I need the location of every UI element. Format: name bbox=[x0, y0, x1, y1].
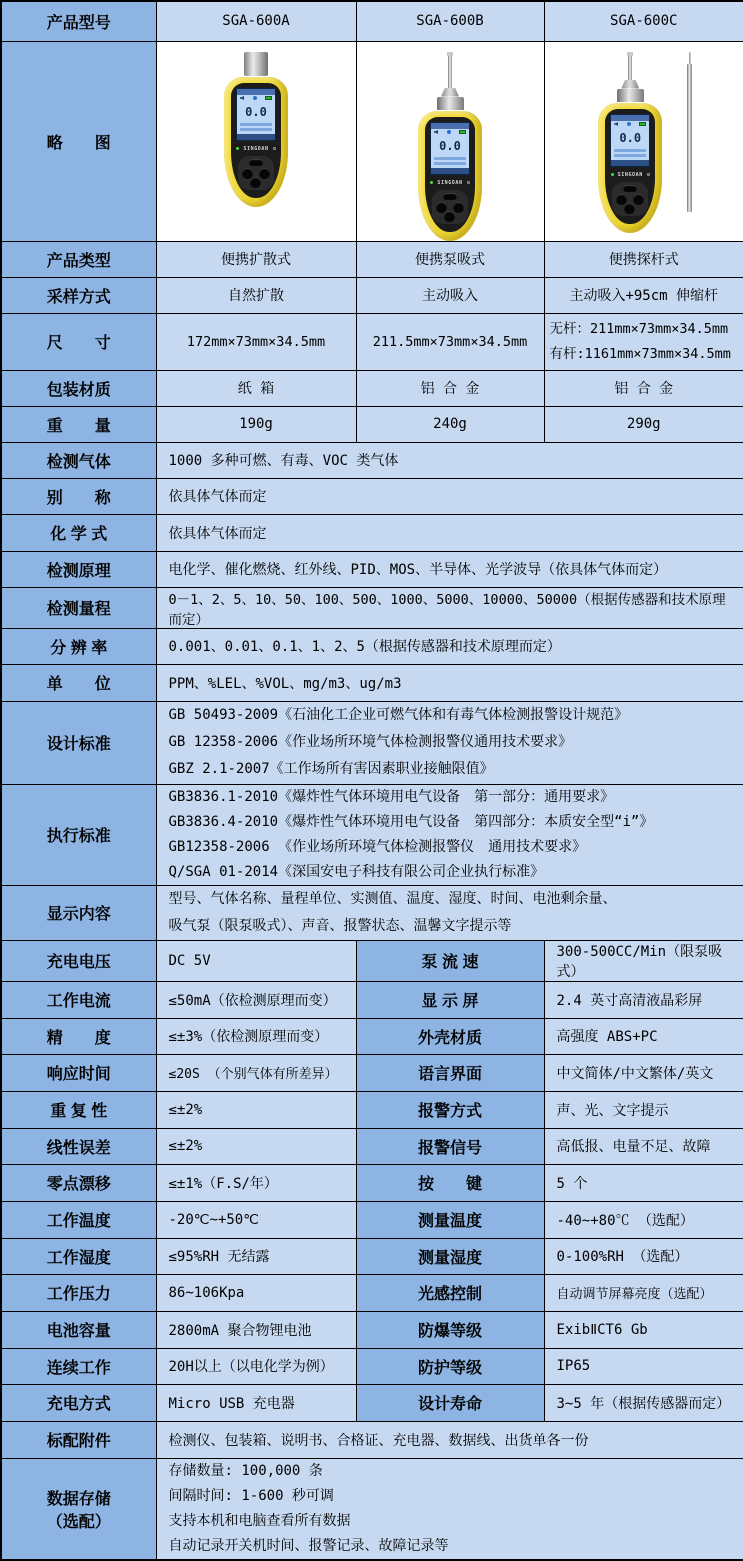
device-screen bbox=[430, 122, 470, 175]
spec-value-b: 便携泵吸式 bbox=[356, 241, 544, 277]
spec-label: 线性误差 bbox=[1, 1128, 156, 1164]
spec-value: -20℃~+50℃ bbox=[156, 1201, 356, 1238]
button-cluster bbox=[432, 190, 468, 224]
spec-value: 0.001、0.01、0.1、1、2、5（根据传感器和技术原理而定） bbox=[156, 628, 743, 664]
down-button bbox=[250, 177, 261, 188]
spec-label: 标配附件 bbox=[1, 1421, 156, 1458]
power-icon bbox=[273, 147, 276, 150]
spec-value: 86~106Kpa bbox=[156, 1274, 356, 1311]
spec-value-c: 290g bbox=[544, 406, 743, 442]
spec-value-c: 便携探杆式 bbox=[544, 241, 743, 277]
row-sketch bbox=[1, 41, 743, 241]
spec-label: 报警方式 bbox=[356, 1091, 544, 1128]
status-led bbox=[430, 181, 433, 184]
right-button bbox=[633, 194, 644, 205]
spec-label: 产品类型 bbox=[1, 241, 156, 277]
sketch-row-label: 略 图 bbox=[1, 41, 156, 241]
spec-label: 重 量 bbox=[1, 406, 156, 442]
device-screen bbox=[610, 114, 650, 167]
row-split bbox=[1, 1164, 743, 1201]
spec-value: ≤20S （个别气体有所差异） bbox=[156, 1054, 356, 1091]
power-icon bbox=[467, 181, 470, 184]
pump-probe-base bbox=[617, 89, 644, 102]
fan-icon bbox=[627, 122, 631, 126]
sketch-cell-c bbox=[544, 41, 743, 241]
battery-icon bbox=[459, 130, 466, 134]
row-split bbox=[1, 1091, 743, 1128]
fan-icon bbox=[447, 130, 451, 134]
spec-value: ≤±2% bbox=[156, 1128, 356, 1164]
spec-label: 设计寿命 bbox=[356, 1384, 544, 1421]
spec-value-c bbox=[544, 313, 743, 370]
spec-value: -40~+80℃ （选配） bbox=[544, 1201, 743, 1238]
screen-footer-bar bbox=[431, 168, 469, 174]
menu-button bbox=[623, 185, 637, 192]
brand-label: SINGOAN bbox=[618, 172, 643, 178]
row-split bbox=[1, 1238, 743, 1274]
spec-value bbox=[156, 784, 743, 885]
row-split bbox=[1, 940, 743, 981]
row-resolution bbox=[1, 628, 743, 664]
row-data-storage bbox=[1, 1458, 743, 1560]
spec-value: 5 个 bbox=[544, 1164, 743, 1201]
left-button bbox=[242, 168, 253, 179]
brand-label: SINGOAN bbox=[243, 146, 268, 152]
spec-label: 尺 寸 bbox=[1, 313, 156, 370]
display-line: 型号、气体名称、量程单位、实测值、温度、湿度、时间、电池剩余量、 bbox=[169, 886, 740, 913]
pump-probe-cone bbox=[621, 80, 639, 89]
row-split bbox=[1, 1311, 743, 1348]
device-panel bbox=[425, 117, 475, 232]
standard-line: Q/SGA 01-2014《深国安电子科技有限公司企业执行标准》 bbox=[169, 860, 740, 885]
spec-value: 高低报、电量不足、故障 bbox=[544, 1128, 743, 1164]
spec-label: 语言界面 bbox=[356, 1054, 544, 1091]
spec-label: 化 学 式 bbox=[1, 514, 156, 551]
spec-value-c: 主动吸入+95cm 伸缩杆 bbox=[544, 277, 743, 313]
spec-label: 响应时间 bbox=[1, 1054, 156, 1091]
spec-value: ≤±2% bbox=[156, 1091, 356, 1128]
device-panel bbox=[231, 83, 281, 198]
standard-line: GB 12358-2006《作业场所环境气体检测报警仪通用技术要求》 bbox=[169, 729, 740, 756]
storage-line: 支持本机和电脑查看所有数据 bbox=[169, 1509, 740, 1534]
spec-label: 设计标准 bbox=[1, 701, 156, 784]
spec-value: ≤±1%（F.S/年） bbox=[156, 1164, 356, 1201]
display-line: 吸气泵（限泵吸式）、声音、报警状态、温馨文字提示等 bbox=[169, 913, 740, 940]
device-body bbox=[224, 77, 288, 207]
telescopic-rod-tip bbox=[689, 52, 691, 64]
screen-subinfo bbox=[237, 122, 275, 134]
storage-label-line1: 数据存储 bbox=[2, 1486, 156, 1509]
spec-value: ExibⅡCT6 Gb bbox=[544, 1311, 743, 1348]
speaker-icon bbox=[240, 96, 244, 100]
spec-label bbox=[1, 1458, 156, 1560]
telescopic-rod bbox=[687, 52, 692, 212]
spec-value-b: 240g bbox=[356, 406, 544, 442]
spec-label: 零点漂移 bbox=[1, 1164, 156, 1201]
spec-label: 工作压力 bbox=[1, 1274, 156, 1311]
spec-label: 显 示 屏 bbox=[356, 981, 544, 1018]
model-a: SGA-600A bbox=[156, 1, 356, 41]
row-split bbox=[1, 1348, 743, 1384]
spec-value: DC 5V bbox=[156, 940, 356, 981]
row-exec-standard bbox=[1, 784, 743, 885]
spec-label: 别 称 bbox=[1, 478, 156, 514]
spec-value bbox=[156, 701, 743, 784]
spec-label: 防护等级 bbox=[356, 1348, 544, 1384]
spec-label: 泵 流 速 bbox=[356, 940, 544, 981]
spec-label: 按 键 bbox=[356, 1164, 544, 1201]
spec-label: 工作电流 bbox=[1, 981, 156, 1018]
spec-label: 包装材质 bbox=[1, 370, 156, 406]
pump-probe-rod bbox=[628, 56, 632, 80]
spec-value: 0-100%RH （选配） bbox=[544, 1238, 743, 1274]
device-body bbox=[418, 111, 482, 241]
spec-label: 重 复 性 bbox=[1, 1091, 156, 1128]
sketch-cell-b bbox=[356, 41, 544, 241]
down-button bbox=[624, 203, 635, 214]
standard-line: GB12358-2006 《作业场所环境气体检测报警仪 通用技术要求》 bbox=[169, 835, 740, 860]
spec-value: Micro USB 充电器 bbox=[156, 1384, 356, 1421]
spec-label: 充电电压 bbox=[1, 940, 156, 981]
spec-value: 自动调节屏幕亮度（选配） bbox=[544, 1274, 743, 1311]
spec-value-c: 铝 合 金 bbox=[544, 370, 743, 406]
device-image-sga600a bbox=[221, 52, 291, 207]
screen-subinfo bbox=[611, 148, 649, 160]
spec-value: 声、光、文字提示 bbox=[544, 1091, 743, 1128]
spec-value: 依具体气体而定 bbox=[156, 478, 743, 514]
row-design-standard bbox=[1, 701, 743, 784]
spec-value: ≤95%RH 无结露 bbox=[156, 1238, 356, 1274]
telescopic-rod-body bbox=[687, 64, 692, 212]
spec-value: 电化学、催化燃烧、红外线、PID、MOS、半导体、光学波导（依具体气体而定） bbox=[156, 551, 743, 587]
spec-value: ≤50mA（依检测原理而变） bbox=[156, 981, 356, 1018]
row-sampling bbox=[1, 277, 743, 313]
model-b: SGA-600B bbox=[356, 1, 544, 41]
pump-probe-base bbox=[437, 97, 464, 110]
left-button bbox=[436, 202, 447, 213]
spec-value-a: 自然扩散 bbox=[156, 277, 356, 313]
standard-line: GB3836.1-2010《爆炸性气体环境用电气设备 第一部分：通用要求》 bbox=[169, 785, 740, 810]
spec-label: 电池容量 bbox=[1, 1311, 156, 1348]
right-button bbox=[453, 202, 464, 213]
spec-label: 工作温度 bbox=[1, 1201, 156, 1238]
screen-status-icons bbox=[237, 95, 275, 102]
row-unit bbox=[1, 664, 743, 701]
spec-label: 检测量程 bbox=[1, 587, 156, 628]
screen-reading: 0.0 bbox=[431, 136, 469, 156]
spec-label: 采样方式 bbox=[1, 277, 156, 313]
spec-label: 检测原理 bbox=[1, 551, 156, 587]
spec-label: 精 度 bbox=[1, 1018, 156, 1054]
row-alias bbox=[1, 478, 743, 514]
row-packaging bbox=[1, 370, 743, 406]
row-accessories bbox=[1, 1421, 743, 1458]
spec-value: 依具体气体而定 bbox=[156, 514, 743, 551]
row-chemical-formula bbox=[1, 514, 743, 551]
spec-label: 连续工作 bbox=[1, 1348, 156, 1384]
menu-button bbox=[443, 193, 457, 200]
spec-label: 防爆等级 bbox=[356, 1311, 544, 1348]
battery-icon bbox=[265, 96, 272, 100]
pump-probe-rod bbox=[448, 56, 452, 88]
right-button bbox=[259, 168, 270, 179]
spec-value: 高强度 ABS+PC bbox=[544, 1018, 743, 1054]
status-led bbox=[611, 173, 614, 176]
spec-label: 测量温度 bbox=[356, 1201, 544, 1238]
status-led bbox=[236, 147, 239, 150]
spec-value-a: 190g bbox=[156, 406, 356, 442]
speaker-icon bbox=[434, 130, 438, 134]
spec-value: 2.4 英寸高清液晶彩屏 bbox=[544, 981, 743, 1018]
row-split bbox=[1, 1201, 743, 1238]
power-icon bbox=[647, 173, 650, 176]
spec-value bbox=[156, 885, 743, 940]
row-dimensions bbox=[1, 313, 743, 370]
model-row-label: 产品型号 bbox=[1, 1, 156, 41]
screen-status-icons bbox=[431, 129, 469, 136]
row-detection-range bbox=[1, 587, 743, 628]
spec-value-b: 铝 合 金 bbox=[356, 370, 544, 406]
screen-status-icons bbox=[611, 121, 649, 128]
row-weight bbox=[1, 406, 743, 442]
storage-line: 存储数量: 100,000 条 bbox=[169, 1459, 740, 1484]
row-split bbox=[1, 1054, 743, 1091]
spec-value: 检测仪、包装箱、说明书、合格证、充电器、数据线、出货单各一份 bbox=[156, 1421, 743, 1458]
row-split bbox=[1, 981, 743, 1018]
spec-label: 光感控制 bbox=[356, 1274, 544, 1311]
standard-line: GB 50493-2009《石油化工企业可燃气体和有毒气体检测报警设计规范》 bbox=[169, 702, 740, 729]
device-screen bbox=[236, 88, 276, 141]
spec-value: 300-500CC/Min（限泵吸式） bbox=[544, 940, 743, 981]
spec-label: 外壳材质 bbox=[356, 1018, 544, 1054]
dimension-without-rod: 无杆：211mm×73mm×34.5mm bbox=[545, 317, 743, 342]
device-panel bbox=[605, 109, 655, 224]
device-body bbox=[598, 103, 662, 233]
sensor-cap bbox=[244, 52, 268, 76]
spec-label: 单 位 bbox=[1, 664, 156, 701]
spec-value: 20H以上（以电化学为例） bbox=[156, 1348, 356, 1384]
row-split bbox=[1, 1018, 743, 1054]
spec-label: 执行标准 bbox=[1, 784, 156, 885]
screen-reading: 0.0 bbox=[237, 102, 275, 122]
screen-footer-bar bbox=[611, 160, 649, 166]
spec-label: 显示内容 bbox=[1, 885, 156, 940]
spec-label: 报警信号 bbox=[356, 1128, 544, 1164]
speaker-icon bbox=[614, 122, 618, 126]
screen-footer-bar bbox=[237, 134, 275, 140]
row-split bbox=[1, 1274, 743, 1311]
spec-value: ≤±3%（依检测原理而变） bbox=[156, 1018, 356, 1054]
spec-value-a: 便携扩散式 bbox=[156, 241, 356, 277]
spec-label: 工作湿度 bbox=[1, 1238, 156, 1274]
fan-icon bbox=[253, 96, 257, 100]
storage-line: 间隔时间: 1-600 秒可调 bbox=[169, 1484, 740, 1509]
dimension-with-rod: 有杆:1161mm×73mm×34.5mm bbox=[545, 342, 743, 367]
pump-probe-cone bbox=[441, 88, 459, 97]
storage-line: 自动记录开关机时间、报警记录、故障记录等 bbox=[169, 1534, 740, 1559]
battery-icon bbox=[639, 122, 646, 126]
model-c: SGA-600C bbox=[544, 1, 743, 41]
spec-value: 2800mA 聚合物锂电池 bbox=[156, 1311, 356, 1348]
standard-line: GBZ 2.1-2007《工作场所有害因素职业接触限值》 bbox=[169, 756, 740, 783]
storage-label-line2: （选配） bbox=[2, 1509, 156, 1532]
spec-value: 0－1、2、5、10、50、100、500、1000、5000、10000、50000（根据传感器和技术原理而定） bbox=[156, 587, 743, 628]
row-product-type bbox=[1, 241, 743, 277]
spec-value-b: 211.5mm×73mm×34.5mm bbox=[356, 313, 544, 370]
row-display-content bbox=[1, 885, 743, 940]
spec-label: 测量湿度 bbox=[356, 1238, 544, 1274]
device-image-sga600b bbox=[415, 52, 485, 241]
spec-value-a: 172mm×73mm×34.5mm bbox=[156, 313, 356, 370]
spec-label: 检测气体 bbox=[1, 442, 156, 478]
standard-line: GB3836.4-2010《爆炸性气体环境用电气设备 第四部分：本质安全型“i”》 bbox=[169, 810, 740, 835]
spec-value-b: 主动吸入 bbox=[356, 277, 544, 313]
down-button bbox=[444, 211, 455, 222]
spec-value: PPM、%LEL、%VOL、mg/m3、ug/m3 bbox=[156, 664, 743, 701]
row-model bbox=[1, 1, 743, 41]
screen-subinfo bbox=[431, 156, 469, 168]
screen-reading: 0.0 bbox=[611, 128, 649, 148]
spec-value-a: 纸 箱 bbox=[156, 370, 356, 406]
row-split bbox=[1, 1128, 743, 1164]
brand-label: SINGOAN bbox=[437, 180, 462, 186]
spec-value: IP65 bbox=[544, 1348, 743, 1384]
spec-value: 1000 多种可燃、有毒、VOC 类气体 bbox=[156, 442, 743, 478]
menu-button bbox=[249, 159, 263, 166]
spec-value: 中文简体/中文繁体/英文 bbox=[544, 1054, 743, 1091]
spec-value bbox=[156, 1458, 743, 1560]
row-detected-gas bbox=[1, 442, 743, 478]
spec-label: 分 辨 率 bbox=[1, 628, 156, 664]
button-cluster bbox=[612, 182, 648, 216]
device-image-sga600c bbox=[595, 52, 665, 233]
spec-value: 3~5 年（根据传感器而定） bbox=[544, 1384, 743, 1421]
row-detection-principle bbox=[1, 551, 743, 587]
row-split bbox=[1, 1384, 743, 1421]
sketch-cell-a bbox=[156, 41, 356, 241]
button-cluster bbox=[238, 156, 274, 190]
spec-label: 充电方式 bbox=[1, 1384, 156, 1421]
